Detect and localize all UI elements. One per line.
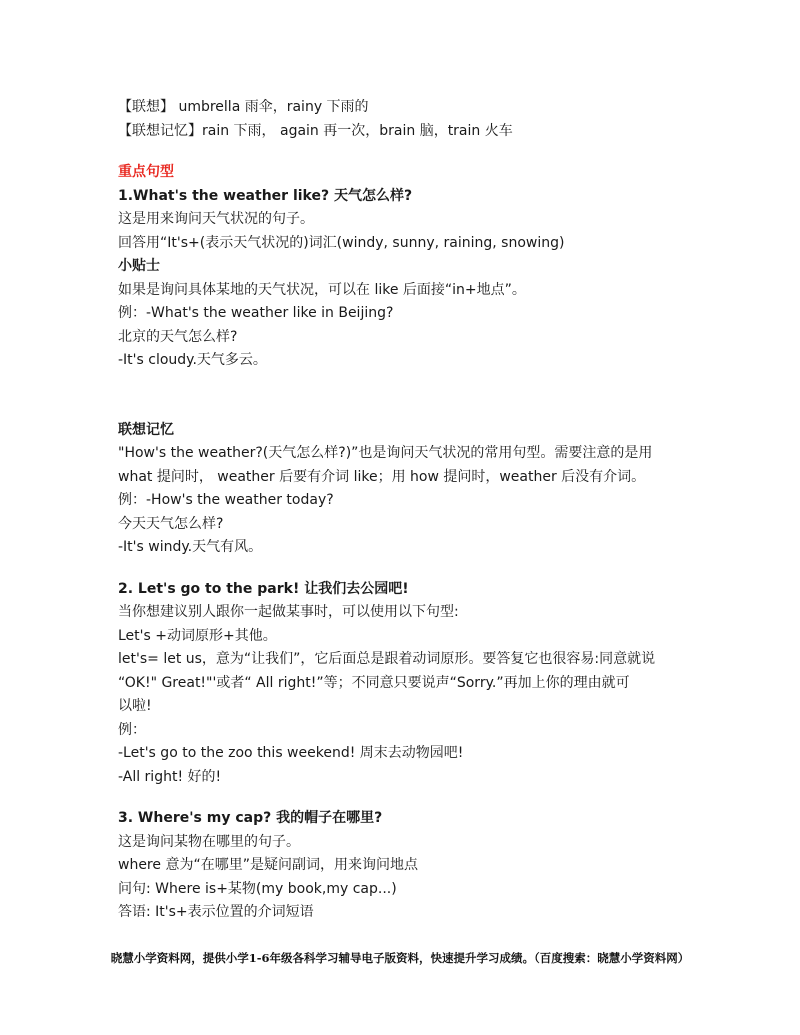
association-memory-text: "How's the weather?(天气怎么样?)”也是询问天气状况的常用句型。需要注意的是用 bbox=[118, 445, 653, 461]
association-memory-heading: 联想记忆 bbox=[118, 421, 174, 438]
page-footer: 晓慧小学资料网，提供小学1-6年级各科学习辅导电子版资料，快速提升学习成绩。（百度搜索：晓慧小学资料网） bbox=[110, 951, 690, 965]
section2-line: Let's +动词原形+其他。 bbox=[118, 627, 277, 644]
section2-line: -Let's go to the zoo this weekend! 周末去动物园吧! bbox=[118, 745, 464, 761]
section2-line: “OK!" Great!"'或者“ All right!”等；不同意只要说声“Sorry.”再加上你的理由就可 bbox=[118, 674, 630, 691]
association-memory-line: 【联想记忆】rain 下雨， again 再一次，brain 脑，train 火车 bbox=[118, 122, 513, 139]
tip-heading: 小贴士 bbox=[118, 258, 160, 274]
tip-line: 北京的天气怎么样? bbox=[118, 328, 238, 345]
section1-title: 1.What's the weather like? 天气怎么样? bbox=[118, 187, 413, 204]
section3-line: 这是询问某物在哪里的句子。 bbox=[118, 833, 300, 850]
association-memory-text: what 提问时， weather 后要有介词 like；用 how 提问时，weather 后没有介词。 bbox=[118, 468, 646, 485]
section3-line: 答语: It's+表示位置的介词短语 bbox=[118, 904, 314, 920]
section1-line: 这是用来询问天气状况的句子。 bbox=[118, 211, 314, 227]
section3-line: where 意为“在哪里”是疑问副词，用来询问地点 bbox=[118, 857, 418, 873]
association-memory-text: 今天天气怎么样? bbox=[118, 515, 224, 532]
section2-line: 以啦! bbox=[118, 698, 152, 714]
section2-line: -All right! 好的! bbox=[118, 768, 222, 785]
association-line: 【联想】 umbrella 雨伞，rainy 下雨的 bbox=[118, 99, 369, 115]
tip-line: -It's cloudy.天气多云。 bbox=[118, 352, 267, 368]
section3-line: 问句: Where is+某物(my book,my cap...) bbox=[118, 880, 397, 897]
tip-line: 如果是询问具体某地的天气状况，可以在 like 后面接“in+地点”。 bbox=[118, 281, 526, 298]
association-memory-text: -It's windy.天气有风。 bbox=[118, 539, 263, 555]
section2-title: 2. Let's go to the park! 让我们去公园吧! bbox=[118, 580, 409, 597]
section3-title: 3. Where's my cap? 我的帽子在哪里? bbox=[118, 810, 383, 826]
section2-line: 例： bbox=[118, 721, 146, 738]
section2-line: let's= let us，意为“让我们”，它后面总是跟着动词原形。要答复它也很容易:同意就说 bbox=[118, 651, 656, 667]
section2-line: 当你想建议别人跟你一起做某事时，可以使用以下句型: bbox=[118, 604, 459, 620]
association-memory-text: 例：-How's the weather today? bbox=[118, 492, 334, 508]
tip-line: 例：-What's the weather like in Beijing? bbox=[118, 305, 394, 321]
key-sentences-heading: 重点句型 bbox=[118, 164, 174, 180]
section1-line: 回答用“It's+(表示天气状况的)词汇(windy, sunny, raining, snowing) bbox=[118, 234, 565, 251]
document-body bbox=[118, 96, 738, 925]
